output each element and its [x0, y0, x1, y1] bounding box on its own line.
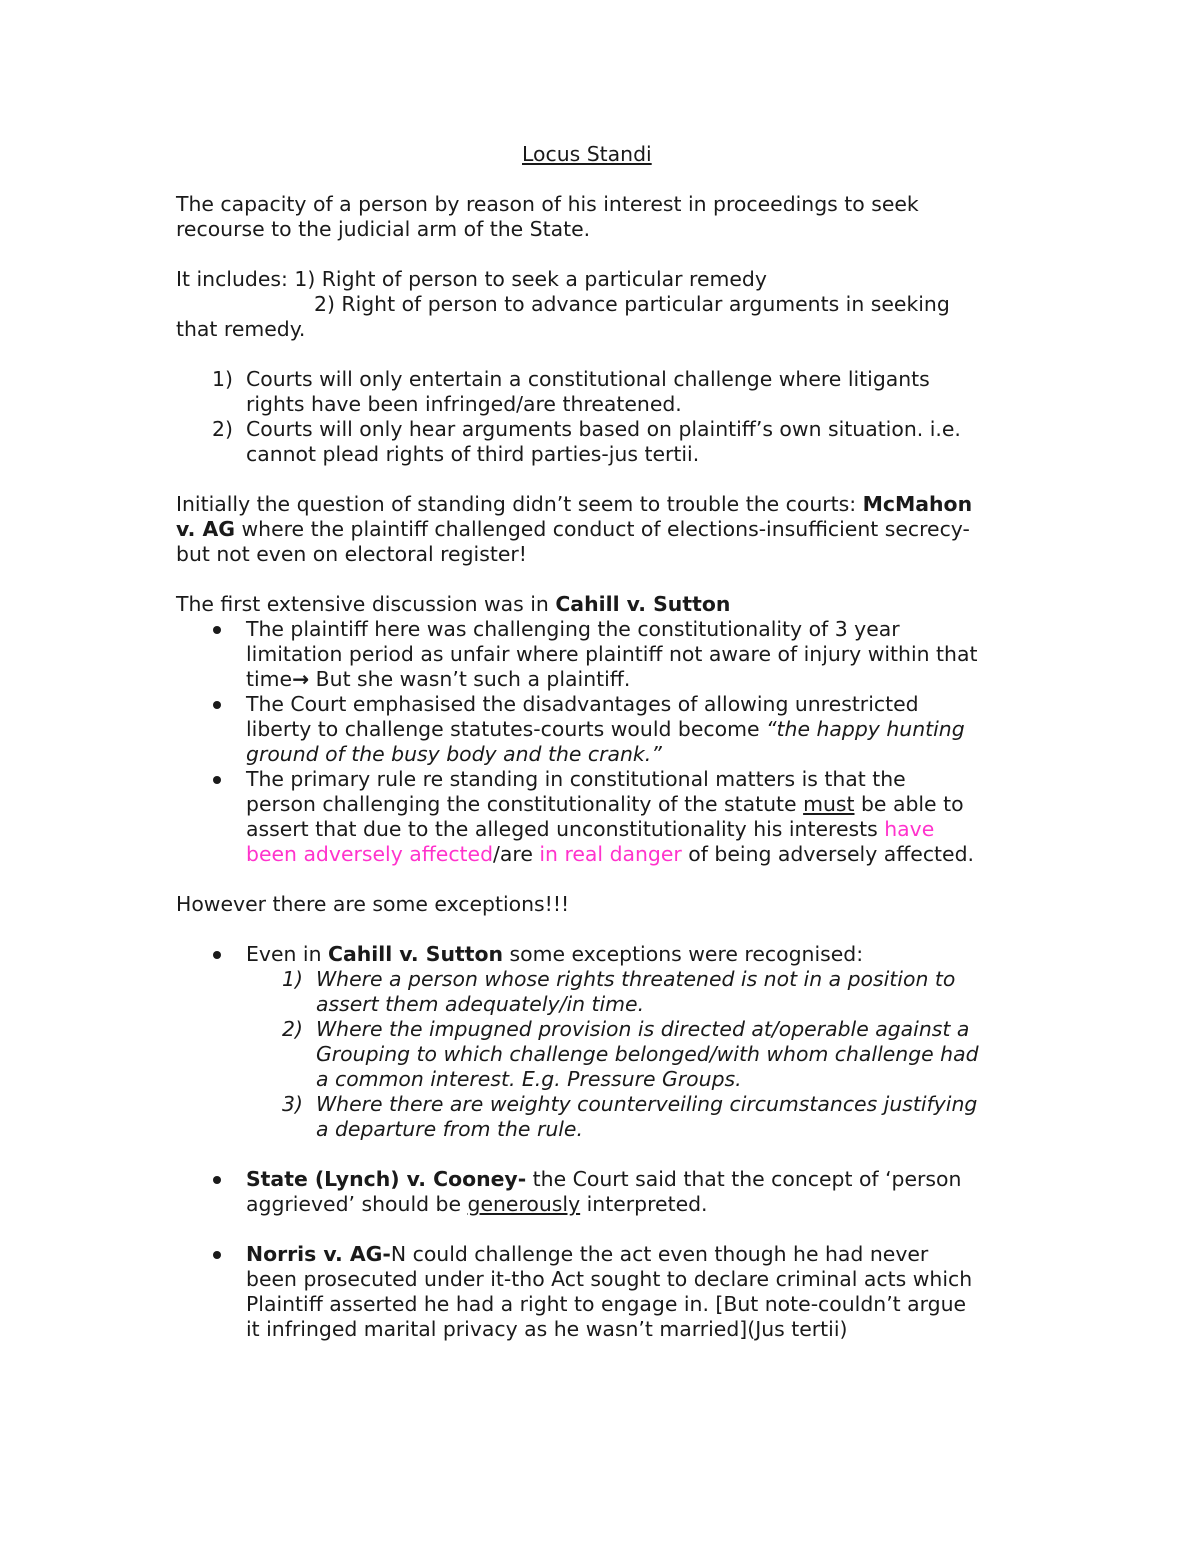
cahill-point-3: The primary rule re standing in constitutional matters is that the	[246, 767, 906, 791]
exception-text: assert them adequately/in time.	[316, 992, 645, 1016]
mcmahon-line-2: v. AG where the plaintiff challenged conduct of elections-insufficient secrecy-	[176, 517, 970, 541]
cahill-point-1: time→ But she wasn’t such a plaintiff.	[246, 667, 631, 691]
case-name: Cahill v. Sutton	[327, 942, 503, 966]
exception-text: a departure from the rule.	[316, 1117, 583, 1141]
cahill-intro: The first extensive discussion was in Cahill v. Sutton	[176, 592, 731, 616]
exception-number: 3)	[282, 1092, 303, 1116]
cahill-point-1: limitation period as unfair where plaintiff not aware of injury within that	[246, 642, 978, 666]
rule-text: Courts will only hear arguments based on plaintiff’s own situation. i.e.	[246, 417, 961, 441]
bullet	[213, 626, 221, 634]
norris-line-2: been prosecuted under it-tho Act sought to declare criminal acts which	[246, 1267, 973, 1291]
includes-line-3: that remedy.	[176, 317, 306, 341]
exception-text: a common interest. E.g. Pressure Groups.	[316, 1067, 742, 1091]
highlight-text: in real danger	[539, 842, 682, 866]
bullet	[213, 701, 221, 709]
case-name: State (Lynch) v. Cooney-	[246, 1167, 527, 1191]
cahill-point-3: assert that due to the alleged unconstitutionality his interests have	[246, 817, 935, 841]
exception-text: Where there are weighty counterveiling circumstances justifying	[316, 1092, 978, 1116]
bullet	[213, 951, 221, 959]
case-name: McMahon	[862, 492, 973, 516]
page-title: Locus Standi	[522, 142, 652, 166]
exception-number: 2)	[282, 1017, 303, 1041]
rule-text: rights have been infringed/are threatened.	[246, 392, 682, 416]
exception-number: 1)	[282, 967, 303, 991]
rule-text: Courts will only entertain a constitutional challenge where litigants	[246, 367, 930, 391]
exception-text: Where the impugned provision is directed at/operable against a	[316, 1017, 970, 1041]
case-name: Norris v. AG-	[246, 1242, 391, 1266]
cahill-point-2: The Court emphasised the disadvantages of allowing unrestricted	[246, 692, 919, 716]
mcmahon-line-1: Initially the question of standing didn’t seem to trouble the courts: McMahon	[176, 492, 973, 516]
norris-line-4: it infringed marital privacy as he wasn’t married](Jus tertii)	[246, 1317, 848, 1341]
cahill-point-1: The plaintiff here was challenging the constitutionality of 3 year	[246, 617, 900, 641]
cahill-point-2: liberty to challenge statutes-courts would become “the happy hunting	[246, 717, 965, 741]
cahill-point-3: person challenging the constitutionality of the statute must be able to	[246, 792, 964, 816]
highlight-text: been adversely affected	[246, 842, 494, 866]
bullet	[213, 1176, 221, 1184]
bullet	[213, 1251, 221, 1259]
exception-text: Grouping to which challenge belonged/with whom challenge had	[316, 1042, 979, 1066]
cahill-point-3: been adversely affected/are in real danger of being adversely affected.	[246, 842, 975, 866]
bullet	[213, 776, 221, 784]
case-name: v. AG	[176, 517, 235, 541]
includes-line-2: 2) Right of person to advance particular arguments in seeking	[314, 292, 950, 316]
lynch-line-2: aggrieved’ should be generously interpreted.	[246, 1192, 708, 1216]
quote: “the happy hunting	[765, 717, 965, 741]
exceptions-heading: However there are some exceptions!!!	[176, 892, 570, 916]
arrow-right-icon: →	[292, 667, 310, 691]
norris-line-1: Norris v. AG-N could challenge the act even though he had never	[246, 1242, 929, 1266]
exceptions-intro: Even in Cahill v. Sutton some exceptions were recognised:	[246, 942, 864, 966]
rule-text: cannot plead rights of third parties-jus tertii.	[246, 442, 700, 466]
case-name: Cahill v. Sutton	[555, 592, 731, 616]
mcmahon-line-3: but not even on electoral register!	[176, 542, 527, 566]
lynch-line-1: State (Lynch) v. Cooney- the Court said that the concept of ‘person	[246, 1167, 962, 1191]
rule-number: 1)	[212, 367, 233, 391]
highlight-text: have	[884, 817, 935, 841]
definition-line-2: recourse to the judicial arm of the State.	[176, 217, 591, 241]
includes-line-1: It includes: 1) Right of person to seek a particular remedy	[176, 267, 767, 291]
definition-line-1: The capacity of a person by reason of his interest in proceedings to seek	[176, 192, 919, 216]
norris-line-3: Plaintiff asserted he had a right to engage in. [But note-couldn’t argue	[246, 1292, 967, 1316]
rule-number: 2)	[212, 417, 233, 441]
exception-text: Where a person whose rights threatened is not in a position to	[316, 967, 956, 991]
quote: ground of the busy body and the crank.”	[246, 742, 662, 766]
